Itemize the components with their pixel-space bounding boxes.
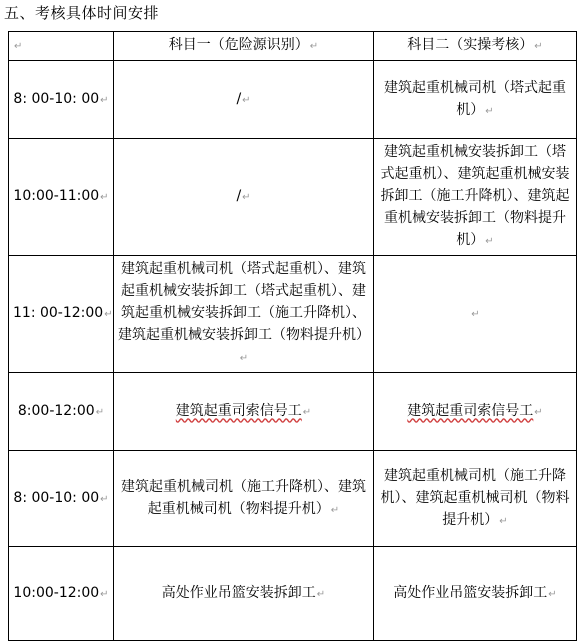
time-cell: 10:00-12:00↵ (9, 547, 114, 641)
time-cell: 8: 00-10: 00↵ (9, 451, 114, 547)
subject1-cell: /↵ (114, 139, 374, 256)
subject1-cell: 建筑起重司索信号工↵ (114, 373, 374, 451)
subject2-cell: ↵ (374, 256, 577, 373)
section-heading: 五、考核具体时间安排 (4, 4, 160, 22)
subject1-cell: /↵ (114, 61, 374, 139)
header-subject2: 科目二（实操考核）↵ (374, 32, 577, 61)
header-subject1: 科目一（危险源识别）↵ (114, 32, 374, 61)
table-row (9, 547, 577, 641)
time-cell: 8:00-12:00↵ (9, 373, 114, 451)
subject2-cell: 建筑起重机械司机（塔式起重机）↵ (374, 61, 577, 139)
time-cell: 10:00-11:00↵ (9, 139, 114, 256)
subject2-cell: 建筑起重机械安装拆卸工（塔式起重机）、建筑起重机械安装拆卸工（施工升降机）、建筑起重机械安装拆卸工（物料提升机）↵ (374, 139, 577, 256)
header-blank-cell: ↵ (9, 32, 114, 61)
exam-schedule-table (8, 31, 577, 641)
table-row (9, 451, 577, 547)
subject2-cell: 建筑起重机械司机（施工升降机）、建筑起重机械司机（物料提升机）↵ (374, 451, 577, 547)
table-header-row (9, 32, 577, 61)
table-row (9, 139, 577, 256)
table-row (9, 256, 577, 373)
time-cell: 8: 00-10: 00↵ (9, 61, 114, 139)
subject2-cell: 高处作业吊篮安装拆卸工↵ (374, 547, 577, 641)
time-cell: 11: 00-12:00↵ (9, 256, 114, 373)
subject1-cell: 高处作业吊篮安装拆卸工↵ (114, 547, 374, 641)
table-row (9, 61, 577, 139)
table-row (9, 373, 577, 451)
subject1-cell: 建筑起重机械司机（塔式起重机）、建筑起重机械安装拆卸工（塔式起重机）、建筑起重机械安装拆卸工（施工升降机）、建筑起重机械安装拆卸工（物料提升机）↵ (114, 256, 374, 373)
subject1-cell: 建筑起重机械司机（施工升降机）、建筑起重机械司机（物料提升机）↵ (114, 451, 374, 547)
subject2-cell: 建筑起重司索信号工↵ (374, 373, 577, 451)
